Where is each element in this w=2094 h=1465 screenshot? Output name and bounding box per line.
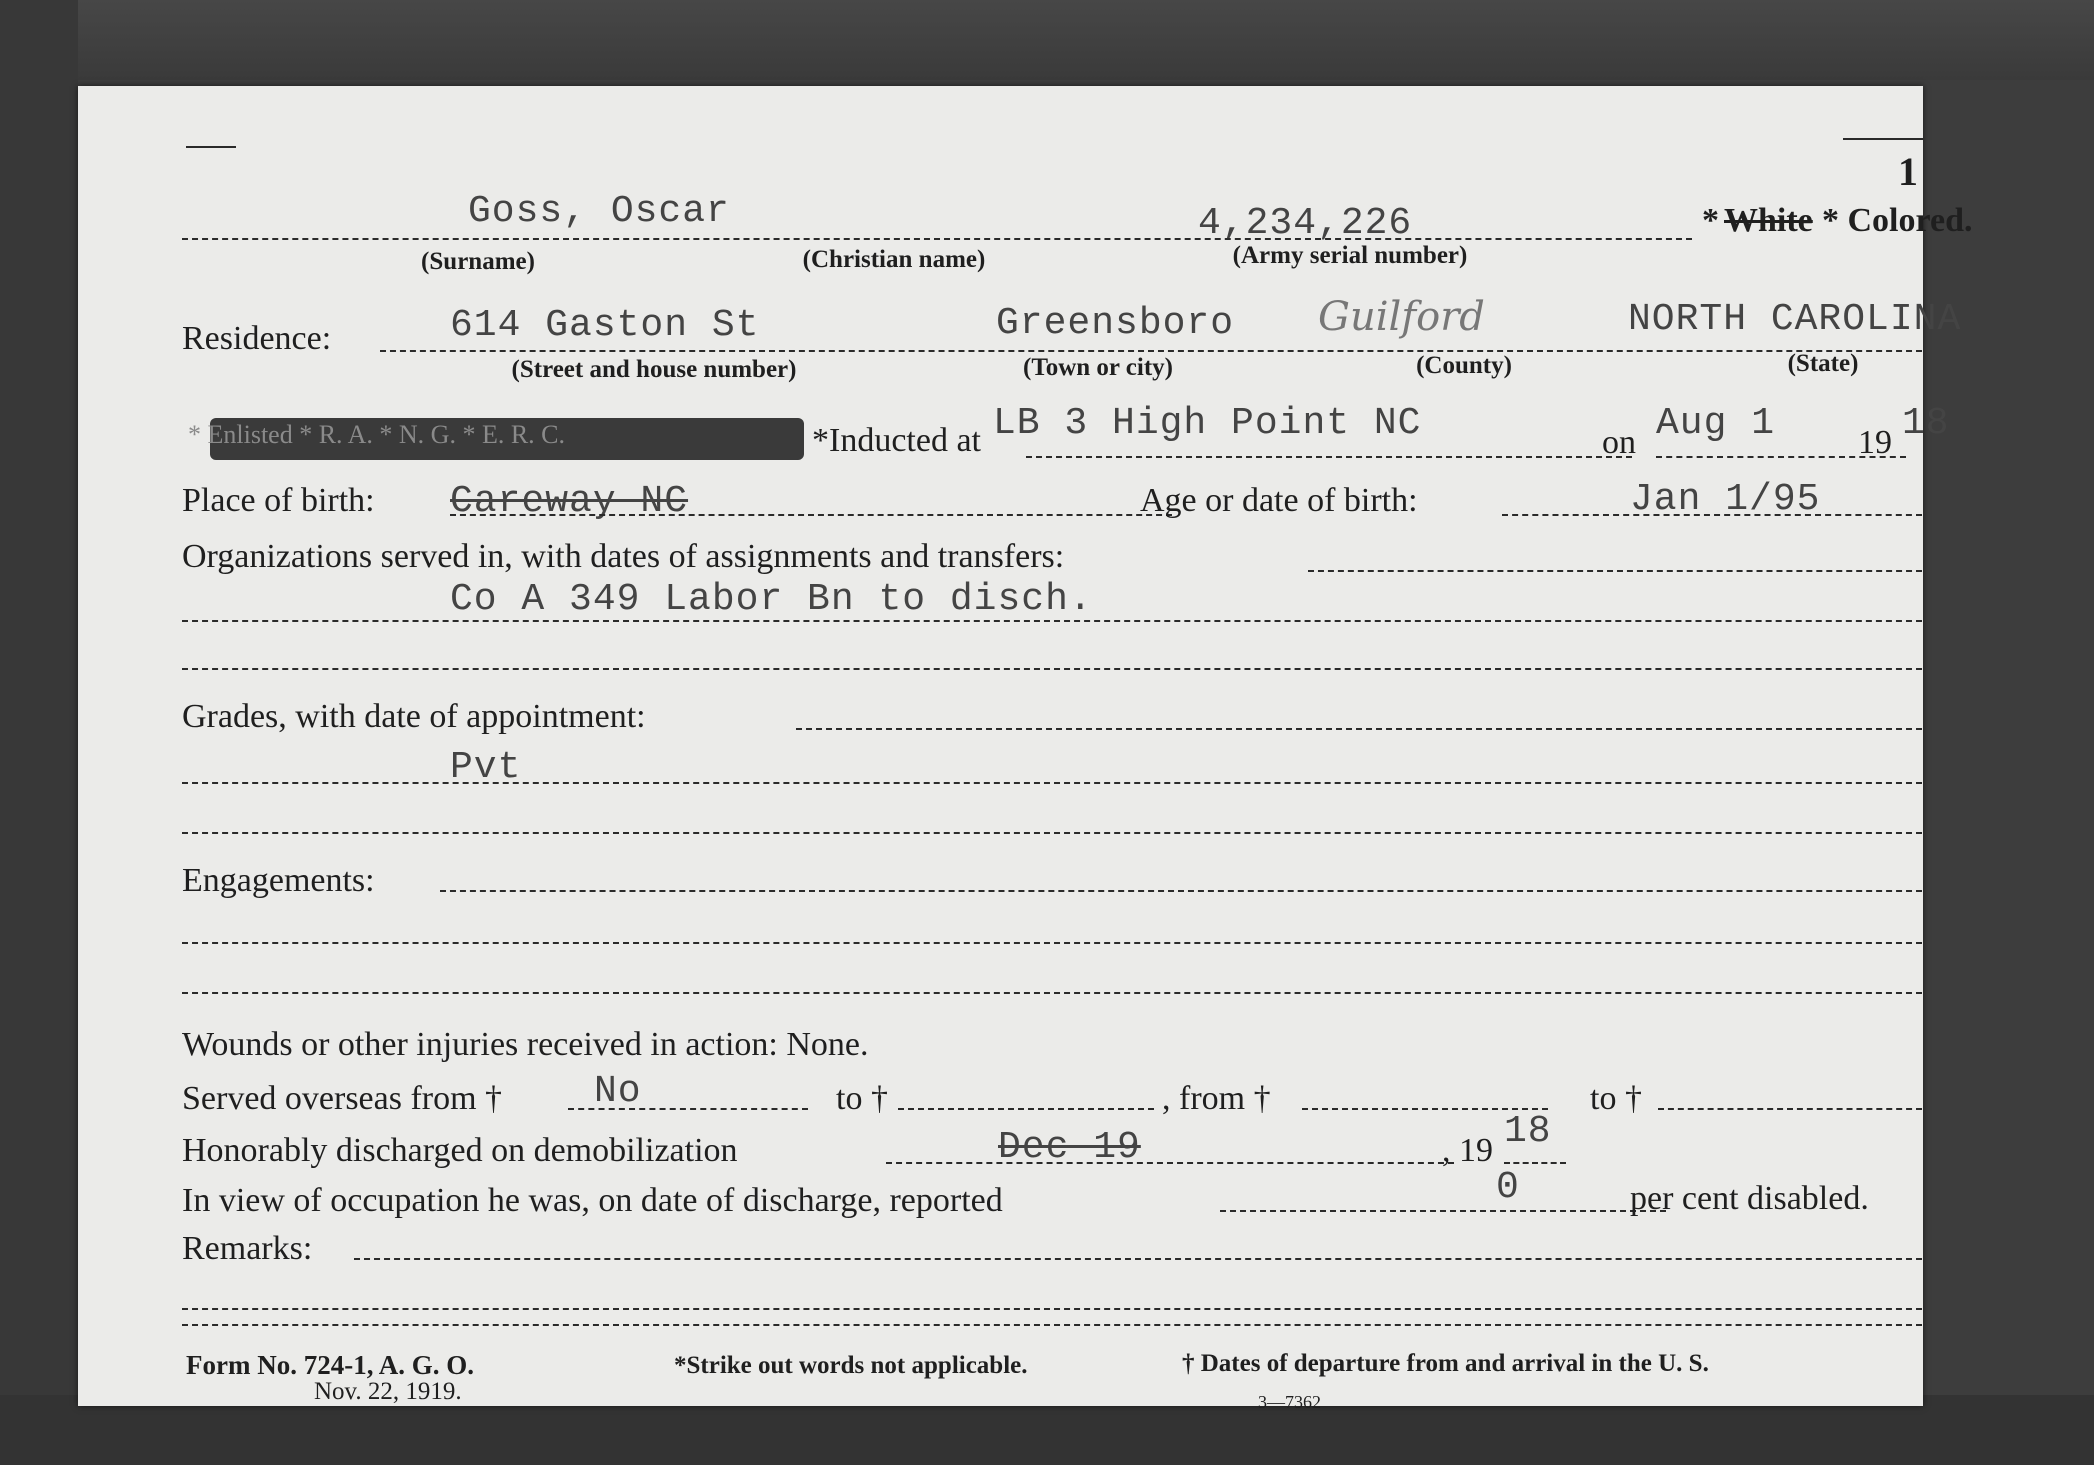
organizations-line-2 [182, 668, 1922, 670]
state-caption: (State) [1787, 350, 1859, 377]
race-white-option: White [1724, 202, 1813, 239]
overseas-to2-label: to † [1590, 1080, 1642, 1117]
overseas-to-line [898, 1108, 1154, 1110]
town-value: Greensboro [996, 302, 1235, 345]
inducted-date-value: Aug 1 [1656, 402, 1776, 445]
organizations-value: Co A 349 Labor Bn to disch. [450, 578, 1093, 621]
discharge-year-prefix: , 19 [1442, 1132, 1493, 1169]
disability-line [1220, 1210, 1666, 1212]
strike-out-note: *Strike out words not applicable. [674, 1352, 1028, 1379]
engagements-line-2 [182, 942, 1922, 944]
county-value: Guilford [1318, 294, 1485, 340]
top-right-rule [1843, 138, 1923, 140]
grades-label-line [796, 728, 1922, 730]
engagements-line-3 [182, 992, 1922, 994]
street-caption: (Street and house number) [511, 356, 797, 383]
page-number: 1 [1898, 149, 1918, 194]
organizations-line-1 [182, 620, 1922, 622]
age-label: Age or date of birth: [1140, 482, 1418, 519]
christian-name-caption: (Christian name) [802, 246, 986, 273]
overseas-from-line [568, 1108, 808, 1110]
form-date: Nov. 22, 1919. [314, 1378, 462, 1405]
organizations-label-line [1308, 570, 1922, 572]
overseas-from2-label: , from † [1162, 1080, 1271, 1117]
inducted-year-prefix: 19 [1858, 424, 1892, 461]
discharge-date-value: Dec 19 [998, 1126, 1141, 1169]
race-colored-option: * Colored. [1822, 202, 1973, 239]
county-caption: (County) [1416, 352, 1512, 379]
disability-value: 0 [1496, 1166, 1520, 1209]
place-of-birth-value: Careway NC [450, 480, 689, 523]
overseas-from-label: Served overseas from † [182, 1080, 503, 1117]
serial-number-value: 4,234,226 [1198, 202, 1413, 245]
discharge-date-line [886, 1162, 1454, 1164]
name-line [182, 238, 1692, 240]
grades-value: Pvt [450, 746, 522, 789]
remarks-line-2 [182, 1308, 1922, 1310]
service-record-card [78, 86, 1973, 1412]
inducted-year-value: 18 [1902, 402, 1950, 445]
inducted-label: *Inducted at [812, 422, 981, 459]
grades-line-1 [182, 782, 1922, 784]
wounds-text: Wounds or other injuries received in action: None. [182, 1026, 869, 1063]
discharge-label: Honorably discharged on demobilization [182, 1132, 738, 1169]
date-of-birth-value: Jan 1/95 [1630, 478, 1821, 521]
town-caption: (Town or city) [1023, 354, 1173, 381]
enlisted-options: * Enlisted * R. A. * N. G. * E. R. C. [188, 420, 566, 449]
scanner-background-left [0, 0, 78, 1465]
remarks-line-1 [354, 1258, 1922, 1260]
form-number: Form No. 724-1, A. G. O. [186, 1350, 474, 1380]
engagements-label: Engagements: [182, 862, 375, 899]
organizations-label: Organizations served in, with dates of assignments and transfers: [182, 538, 1065, 575]
residence-label: Residence: [182, 320, 332, 357]
street-value: 614 Gaston St [450, 304, 760, 347]
residence-line [380, 350, 1922, 352]
overseas-value: No [594, 1070, 642, 1113]
grades-line-2 [182, 832, 1922, 834]
dates-note: † Dates of departure from and arrival in the U. S. [1182, 1350, 1709, 1377]
overseas-to-label: to † [836, 1080, 888, 1117]
disability-suffix: per cent disabled. [1630, 1180, 1869, 1217]
remarks-label: Remarks: [182, 1230, 313, 1267]
on-label: on [1602, 424, 1636, 461]
discharge-year-value: 18 [1504, 1110, 1552, 1153]
disability-label: In view of occupation he was, on date of discharge, reported [182, 1182, 1003, 1219]
overseas-to2-line [1658, 1108, 1922, 1110]
state-value: NORTH CAROLINA [1628, 298, 1962, 341]
discharge-year-line [1504, 1162, 1566, 1164]
place-of-birth-label: Place of birth: [182, 482, 375, 519]
grades-label: Grades, with date of appointment: [182, 698, 646, 735]
inducted-place-value: LB 3 High Point NC [993, 402, 1422, 445]
remarks-line-3 [182, 1324, 1922, 1326]
print-code: 3—7362 [1258, 1392, 1321, 1412]
date-of-birth-line [1502, 514, 1922, 516]
engagements-line-1 [440, 890, 1922, 892]
scanner-background-top [0, 0, 2094, 80]
name-value: Goss, Oscar [468, 190, 730, 233]
place-of-birth-line [450, 514, 1172, 516]
top-left-rule [186, 146, 236, 148]
inducted-line [1026, 456, 1632, 458]
surname-caption: (Surname) [421, 248, 535, 275]
race-prefix: * [1702, 202, 1719, 239]
serial-number-caption: (Army serial number) [1232, 242, 1468, 269]
